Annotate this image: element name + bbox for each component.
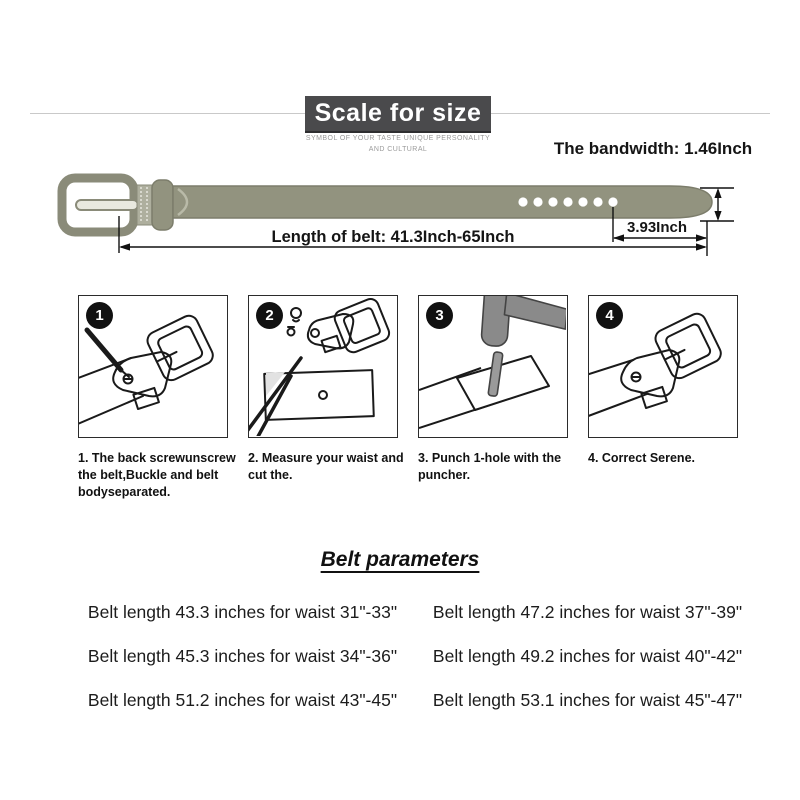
title-banner bbox=[305, 96, 491, 131]
belt-length-label: Length of belt: 41.3Inch-65Inch bbox=[271, 228, 515, 246]
parameter-item: Belt length 47.2 inches for waist 37"-39" bbox=[432, 601, 743, 622]
step-number-badge: 1 bbox=[86, 302, 113, 329]
parameters-table bbox=[70, 590, 760, 722]
step-number-badge: 2 bbox=[256, 302, 283, 329]
parameter-item: Belt length 43.3 inches for waist 31"-33" bbox=[87, 601, 398, 622]
step4-caption: 4. Correct Serene. bbox=[588, 451, 695, 465]
step2-caption: 2. Measure your waist and cut the. bbox=[248, 451, 404, 482]
subtitle-line1: SYMBOL OF YOUR TASTE UNIQUE PERSONALITY bbox=[305, 135, 491, 142]
step-panel-3 bbox=[418, 295, 568, 438]
belt-keeper bbox=[152, 180, 173, 230]
step-panel-1 bbox=[78, 295, 228, 438]
belt-illustration bbox=[0, 160, 800, 270]
step-number-badge: 4 bbox=[596, 302, 623, 329]
step-panel-4 bbox=[588, 295, 738, 438]
parameters-heading: Belt parameters bbox=[320, 548, 480, 571]
belt-fold bbox=[137, 185, 152, 225]
subtitle-line2: AND CULTURAL bbox=[368, 145, 428, 153]
step3-caption: 3. Punch 1-hole with the puncher. bbox=[418, 451, 562, 482]
step-panel-2 bbox=[248, 295, 398, 438]
step-number-badge: 3 bbox=[426, 302, 453, 329]
length-dimension-arrow bbox=[119, 216, 707, 256]
buckle-prong bbox=[76, 200, 138, 210]
parameter-item: Belt length 45.3 inches for waist 34"-36" bbox=[87, 645, 398, 666]
page-title: Scale for size bbox=[314, 99, 482, 127]
tip-length-label: 3.93Inch bbox=[626, 219, 688, 236]
parameter-item: Belt length 51.2 inches for waist 43"-45" bbox=[87, 689, 398, 710]
belt-strap bbox=[173, 186, 712, 218]
subtitle bbox=[250, 134, 546, 156]
bandwidth-label: The bandwidth: 1.46Inch bbox=[553, 139, 753, 158]
parameter-item: Belt length 53.1 inches for waist 45"-47" bbox=[432, 689, 743, 710]
parameter-item: Belt length 49.2 inches for waist 40"-42" bbox=[432, 645, 743, 666]
step1-caption: 1. The back screwunscrew the belt,Buckle and belt bodyseparated. bbox=[78, 451, 236, 499]
